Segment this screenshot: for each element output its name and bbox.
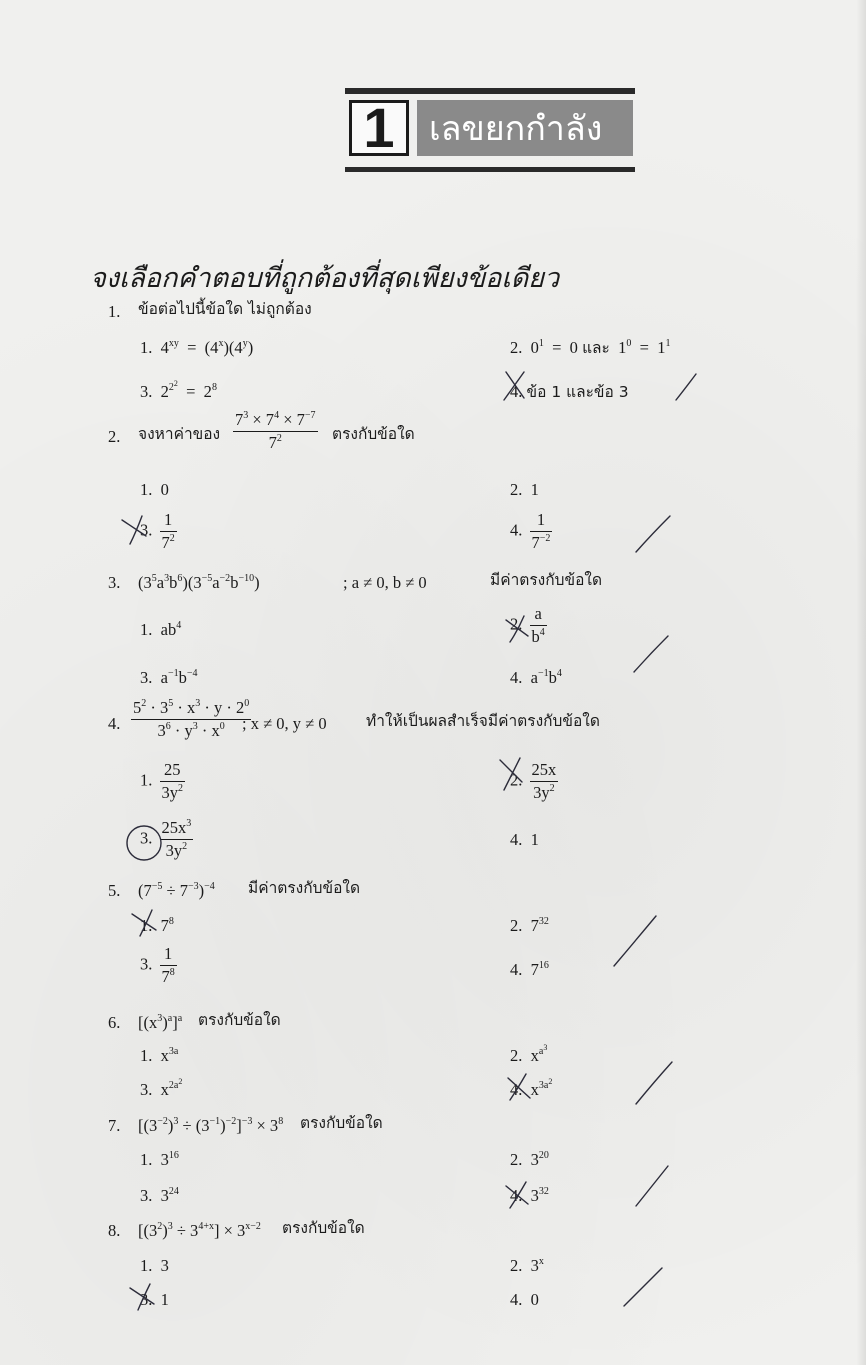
option-2: 2. 1	[510, 480, 539, 499]
question-stem-suffix: ตรงกับข้อใด	[332, 425, 415, 443]
tick-mark	[624, 1268, 662, 1306]
option-1: 1. $\frac{25}{3y^2}$	[140, 760, 183, 802]
option-2: 2. 3$^x$	[510, 1256, 544, 1275]
cross-mark	[130, 1284, 154, 1310]
question-stem-suffix: มีค่าตรงกับข้อใด	[490, 571, 603, 589]
option-4: 4. $a^{-1}b^4$	[510, 668, 562, 687]
tick-mark	[614, 916, 656, 966]
question-stem-suffix: ตรงกับข้อใด	[282, 1219, 365, 1237]
option-1: 1. $3^{16}$	[140, 1150, 179, 1169]
question-stem-suffix: ตรงกับข้อใด	[300, 1114, 383, 1132]
question-stem-prefix: จงหาค่าของ	[138, 425, 221, 443]
option-4: 4. ข้อ 1 และข้อ 3	[510, 382, 629, 401]
question-expression: $[(3^{-2})^3 \div (3^{-1})^{-2}]^{-3} \times 3^8$	[138, 1116, 284, 1135]
chapter-number: 1	[349, 100, 409, 156]
question-number: 2.	[108, 427, 121, 446]
option-3: 3. $\frac{25x^3}{3y^2}$	[140, 818, 192, 860]
option-2: 2. $7^{32}$	[510, 916, 549, 935]
option-4: 4. $7^{16}$	[510, 960, 549, 979]
cross-mark	[504, 372, 524, 400]
option-4: 4. 0	[510, 1290, 539, 1309]
cross-mark	[122, 516, 146, 544]
question-condition: ; x ≠ 0, y ≠ 0	[242, 714, 327, 733]
option-1: 1. $x^{3a}$	[140, 1046, 179, 1065]
question-expression: $[(3^2)^3 \div 3^{4+x}] \times 3^{x-2}$	[138, 1221, 261, 1240]
question-stem: ข้อต่อไปนี้ข้อใด ไม่ถูกต้อง	[138, 300, 312, 318]
question-number: 6.	[108, 1013, 121, 1032]
question-number: 3.	[108, 573, 121, 592]
question-condition: ; a ≠ 0, b ≠ 0	[343, 573, 427, 592]
option-3: 3. $a^{-1}b^{-4}$	[140, 668, 198, 687]
question-stem-suffix: ทำให้เป็นผลสำเร็จมีค่าตรงกับข้อใด	[366, 712, 600, 730]
instruction-heading: จงเลือกคำตอบที่ถูกต้องที่สุดเพียงข้อเดียว	[90, 263, 560, 294]
option-3: 3. $\frac{1}{7^8}$	[140, 944, 175, 986]
option-2: 2. $0^1 = 0$ และ $1^0 = 1^1$	[510, 338, 671, 357]
question-stem-suffix: มีค่าตรงกับข้อใด	[248, 879, 361, 897]
option-4: 4. $x^{3a^2}$	[510, 1077, 553, 1099]
tick-mark	[636, 1166, 668, 1206]
option-4: 4. $\frac{1}{7^{-2}}$	[510, 510, 551, 552]
option-1: 1. 0	[140, 480, 169, 499]
circle-mark	[127, 826, 161, 860]
question-expression: $\frac{5^2 \cdot 3^5 \cdot x^3 \cdot y \cdot 2^0}{3^6 \cdot y^3 \cdot x^0}$	[133, 698, 250, 740]
question-stem-suffix: ตรงกับข้อใด	[198, 1011, 281, 1029]
question-expression: $\frac{7^3 \times 7^4 \times 7^{-7}}{7^2}$	[235, 410, 316, 452]
option-4: 4. $3^{32}$	[510, 1186, 549, 1205]
cross-mark	[506, 616, 528, 642]
tick-mark	[636, 516, 670, 552]
option-3: 3. $x^{2a^2}$	[140, 1077, 183, 1099]
option-2: 2. $3^{20}$	[510, 1150, 549, 1169]
question-number: 7.	[108, 1116, 121, 1135]
tick-mark	[634, 636, 668, 672]
option-2: 2. $x^{a^3}$	[510, 1043, 548, 1065]
question-number: 1.	[108, 302, 121, 321]
cross-mark	[132, 910, 156, 936]
option-1: 1. 3	[140, 1256, 169, 1275]
question-expression: $[(x^3)^a]^a$	[138, 1013, 183, 1032]
option-4: 4. 1	[510, 830, 539, 849]
chapter-title: เลขยกกำลัง	[417, 100, 633, 156]
cross-mark	[508, 1074, 530, 1100]
option-3: 3. $2^{2^2} = 2^8$	[140, 379, 217, 401]
option-1: 1. $ab^4$	[140, 620, 182, 639]
option-2: 2. $\frac{25x}{3y^2}$	[510, 760, 557, 802]
option-1: 1. $4^{xy} = (4^x)(4^y)$	[140, 338, 254, 357]
cross-mark	[506, 1182, 528, 1208]
cross-mark	[500, 758, 522, 790]
tick-mark	[636, 1062, 672, 1104]
option-1: 1. $7^8$	[140, 916, 174, 935]
question-number: 4.	[108, 714, 121, 733]
tick-mark	[676, 374, 696, 400]
question-expression: $(3^5a^3b^6)(3^{-5}a^{-2}b^{-10})$	[138, 573, 260, 592]
question-expression: $(7^{-5} \div 7^{-3})^{-4}$	[138, 881, 215, 900]
question-number: 8.	[108, 1221, 121, 1240]
option-3: 3. $\frac{1}{7^2}$	[140, 510, 175, 552]
option-3: 3. 1	[140, 1290, 169, 1309]
option-3: 3. $3^{24}$	[140, 1186, 179, 1205]
question-number: 5.	[108, 881, 121, 900]
option-2: 2. $\frac{a}{b^4}$	[510, 604, 545, 646]
